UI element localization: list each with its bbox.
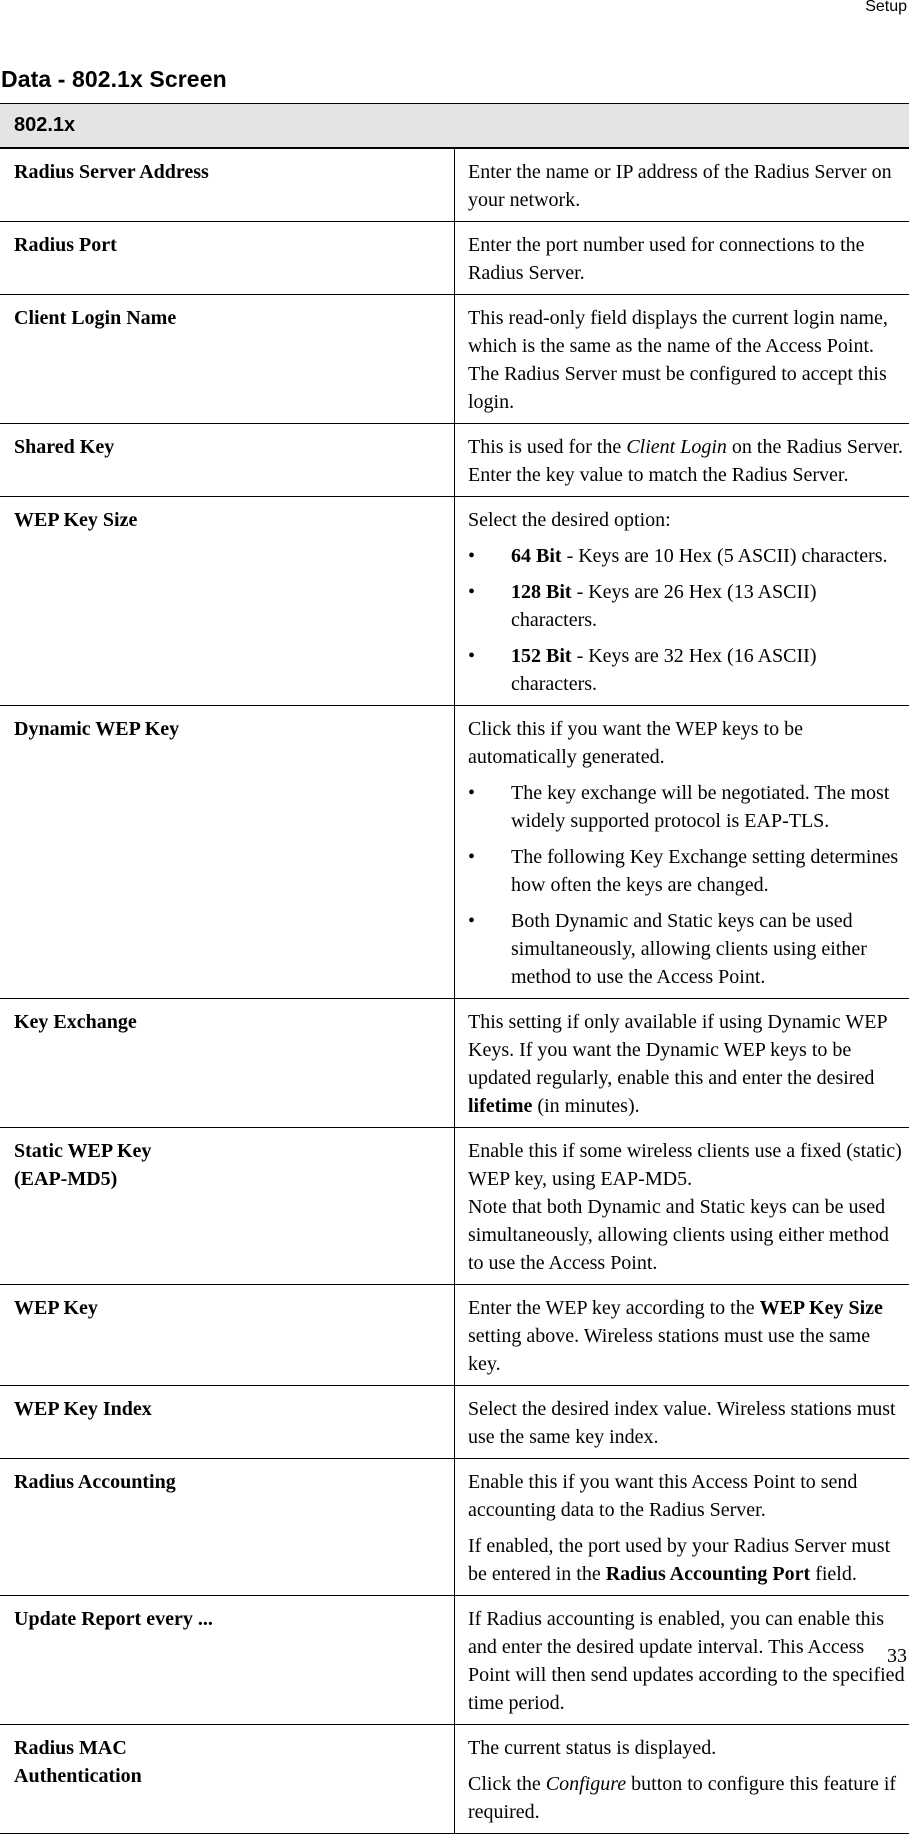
term-cell [0,1128,455,1285]
term-cell: Shared Key [0,424,455,497]
option-name: 128 Bit [511,581,572,603]
option-text: - Keys are 10 Hex (5 ASCII) characters. [562,545,888,567]
desc-text: on the Radius Server. Enter the key value to match the Radius Server. [468,436,903,486]
bullet-icon: • [468,779,475,807]
bullet-icon: • [468,578,475,606]
list-item [468,578,905,634]
desc-paragraph [468,1532,905,1588]
desc-strong: Radius Accounting Port [606,1563,810,1585]
desc-paragraph: The current status is displayed. [468,1734,905,1762]
term-cell: Radius Accounting [0,1459,455,1596]
bullet-icon: • [468,542,475,570]
desc-paragraph [468,1770,905,1826]
table-row [0,424,909,497]
list-item [468,907,905,991]
desc-cell: Select the desired index value. Wireless stations must use the same key index. [455,1386,909,1459]
option-name: 152 Bit [511,645,572,667]
bullet-icon: • [468,642,475,670]
table-row [0,222,909,295]
option-list [468,542,905,698]
list-item [468,843,905,899]
desc-text: Enter the WEP key according to the [468,1297,760,1319]
desc-text: field. [810,1563,857,1585]
desc-emphasis: Configure [546,1773,626,1795]
desc-cell [455,1459,909,1596]
desc-cell [455,1128,909,1285]
list-item [468,542,905,570]
desc-strong: lifetime [468,1095,532,1117]
page-number: 33 [887,1645,907,1668]
desc-cell: Enter the name or IP address of the Radius Server on your network. [455,148,909,222]
table-row [0,1386,909,1459]
table-row [0,295,909,424]
table-row [0,706,909,999]
desc-intro: Click this if you want the WEP keys to be automatically generated. [468,715,905,771]
desc-cell [455,706,909,999]
desc-paragraph: Enable this if you want this Access Point to send accounting data to the Radius Server. [468,1468,905,1524]
term-cell: Radius Server Address [0,148,455,222]
desc-strong: WEP Key Size [760,1297,883,1319]
term-cell: Radius Port [0,222,455,295]
list-item [468,779,905,835]
table-header-row [0,104,909,149]
note-list [468,779,905,991]
list-item [468,642,905,698]
option-name: 64 Bit [511,545,562,567]
term-cell: Client Login Name [0,295,455,424]
desc-cell [455,1285,909,1386]
settings-table [0,103,909,1834]
note-text: Both Dynamic and Static keys can be used simultaneously, allowing clients using either method to use the Access Point. [511,910,867,988]
desc-text: setting above. Wireless stations must use the same key. [468,1325,870,1375]
table-row [0,1725,909,1834]
note-text: The following Key Exchange setting determines how often the keys are changed. [511,846,898,896]
term-cell: WEP Key Size [0,497,455,706]
desc-cell: Enter the port number used for connections to the Radius Server. [455,222,909,295]
desc-text: Click the [468,1773,546,1795]
desc-intro: Select the desired option: [468,506,905,534]
table-header: 802.1x [0,104,909,149]
table-row [0,1459,909,1596]
desc-text: This setting if only available if using Dynamic WEP Keys. If you want the Dynamic WEP keys to be updated regularly, enable this and enter the desired [468,1011,887,1089]
bullet-icon: • [468,907,475,935]
desc-cell [455,999,909,1128]
desc-cell [455,497,909,706]
desc-cell [455,424,909,497]
term-cell: WEP Key Index [0,1386,455,1459]
table-row [0,1596,909,1725]
running-header: Setup [865,0,907,16]
term-line: (EAP-MD5) [14,1165,446,1193]
term-cell: Key Exchange [0,999,455,1128]
desc-cell [455,1725,909,1834]
desc-text: (in minutes). [532,1095,639,1117]
table-row [0,1128,909,1285]
desc-text: This is used for the [468,436,626,458]
term-cell: Update Report every ... [0,1596,455,1725]
table-row [0,148,909,222]
desc-emphasis: Client Login [626,436,727,458]
note-text: The key exchange will be negotiated. The most widely supported protocol is EAP-TLS. [511,782,889,832]
term-line: Authentication [14,1762,446,1790]
table-row [0,1285,909,1386]
term-cell [0,1725,455,1834]
desc-paragraph: Enable this if some wireless clients use a fixed (static) WEP key, using EAP-MD5. [468,1137,905,1193]
table-row [0,999,909,1128]
option-text: - Keys are 32 Hex (16 ASCII) characters. [511,645,817,695]
term-cell: Dynamic WEP Key [0,706,455,999]
desc-text: If enabled, the port used by your Radius Server must be entered in the [468,1535,890,1585]
desc-text: button to configure this feature if required. [468,1773,896,1823]
desc-cell: This read-only field displays the current login name, which is the same as the name of the Access Point. The Radius Server must be configured to accept this login. [455,295,909,424]
term-line: Static WEP Key [14,1137,446,1165]
table-row [0,497,909,706]
desc-paragraph: Note that both Dynamic and Static keys can be used simultaneously, allowing clients using either method to use the Access Point. [468,1193,905,1277]
section-title: Data - 802.1x Screen [1,66,227,93]
term-cell: WEP Key [0,1285,455,1386]
bullet-icon: • [468,843,475,871]
term-line: Radius MAC [14,1734,446,1762]
desc-cell: If Radius accounting is enabled, you can enable this and enter the desired update interval. This Access Point will then send updates according to the specified time period. [455,1596,909,1725]
option-text: - Keys are 26 Hex (13 ASCII) characters. [511,581,817,631]
